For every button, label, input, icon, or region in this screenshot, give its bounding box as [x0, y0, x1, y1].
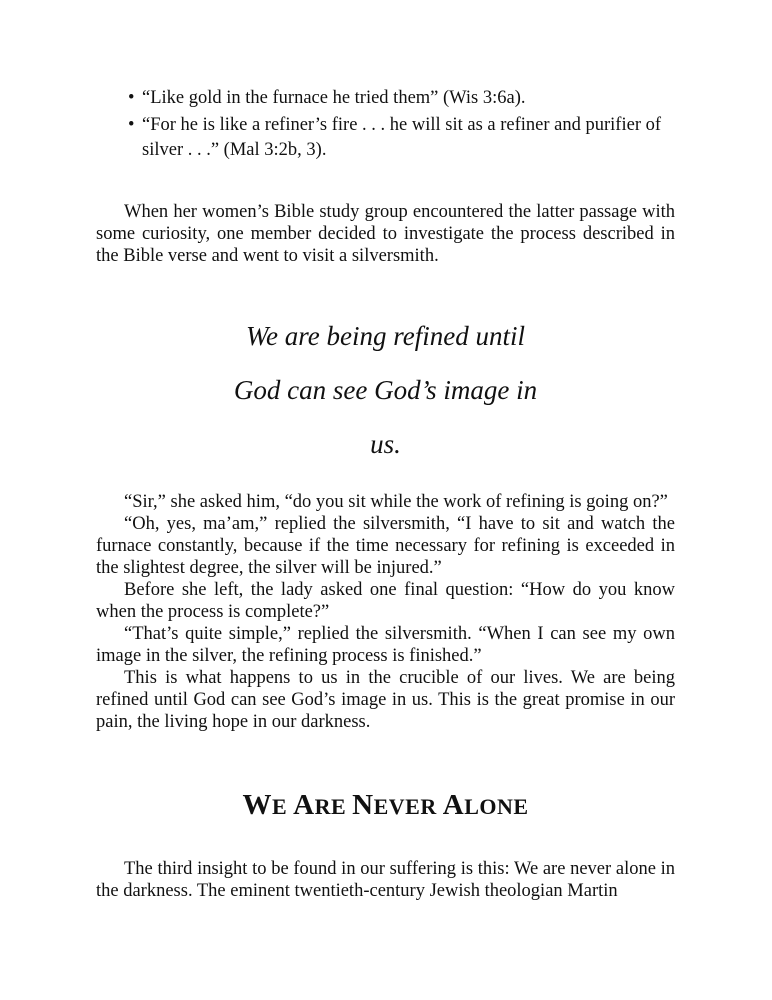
bullet-icon: • [128, 88, 135, 108]
bullet-text: “For he is like a refiner’s fire . . . he will sit as a refiner and purifier of silver . . .” (Mal 3:2b, 3). [142, 115, 662, 160]
dialogue-paragraph: “Oh, yes, ma’am,” replied the silversmith, “I have to sit and watch the furnace constantly, because if the time necessary for refining is exceeded in the slightest degree, the silver will be injured.” [96, 514, 675, 578]
list-item [128, 113, 675, 163]
book-page [96, 86, 675, 902]
dialogue-section [96, 491, 675, 733]
closing-paragraph: The third insight to be found in our suffering is this: We are never alone in the darkness. The eminent twentieth-century Jewish theologian Martin [96, 859, 675, 901]
list-item [128, 86, 675, 111]
pull-quote-line: us. [370, 429, 401, 459]
bullet-text: “Like gold in the furnace he tried them” (Wis 3:6a). [142, 88, 526, 108]
dialogue-paragraph: Before she left, the lady asked one final question: “How do you know when the process is complete?” [96, 580, 675, 622]
pull-quote-line: We are being refined until [246, 321, 525, 351]
intro-paragraph: When her women’s Bible study group encountered the latter passage with some curiosity, one member decided to investigate the process described in the Bible verse and went to visit a silversmith. [96, 202, 675, 266]
section-heading: WE ARE NEVER ALONE [242, 789, 529, 821]
bullet-icon: • [128, 115, 135, 135]
pull-quote-line: God can see God’s image in [233, 375, 538, 405]
dialogue-paragraph: “That’s quite simple,” replied the silversmith. “When I can see my own image in the silver, the refining process is finished.” [96, 624, 675, 666]
dialogue-paragraph: This is what happens to us in the crucible of our lives. We are being refined until God can see God’s image in us. This is the great promise in our pain, the living hope in our darkness. [96, 668, 675, 732]
pull-quote [96, 309, 675, 471]
dialogue-paragraph: “Sir,” she asked him, “do you sit while the work of refining is going on?” [124, 492, 668, 512]
scripture-bullet-list [96, 86, 675, 163]
